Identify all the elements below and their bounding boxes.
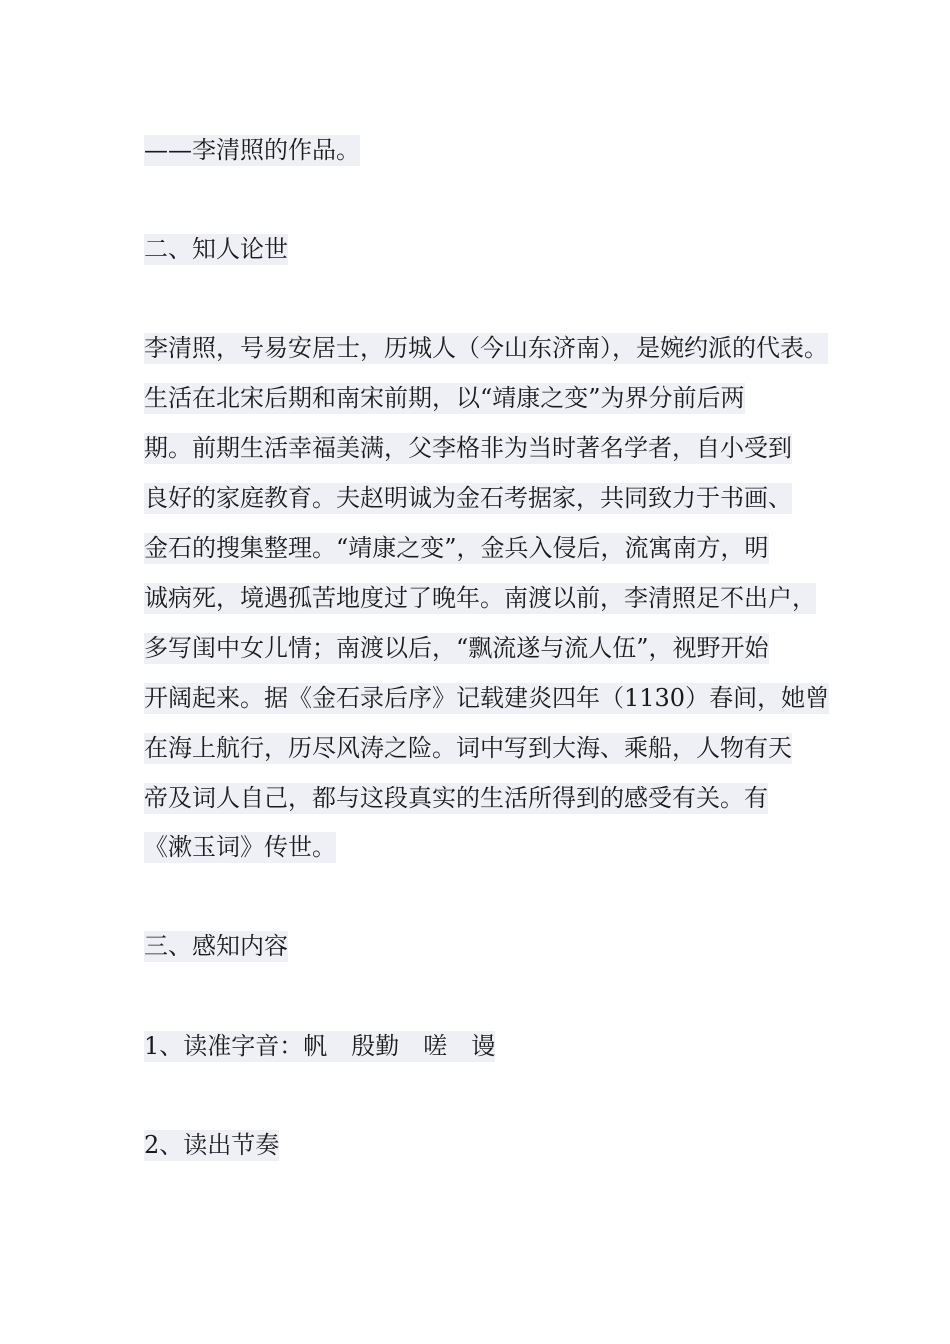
paragraph-line: 《漱玉词》传世。 — [144, 833, 336, 861]
item-rhythm: 2、读出节奏 — [144, 1131, 280, 1159]
paragraph-line: 生活在北宋后期和南宋前期，以“靖康之变”为界分前后两 — [144, 384, 745, 412]
intro-line: ——李清照的作品。 — [144, 136, 360, 164]
paragraph-line: 良好的家庭教育。夫赵明诚为金石考据家，共同致力于书画、 — [144, 484, 792, 512]
paragraph-line: 李清照，号易安居士，历城人（今山东济南），是婉约派的代表。 — [144, 334, 828, 362]
paragraph-line: 在海上航行，历尽风涛之险。词中写到大海、乘船，人物有天 — [144, 734, 792, 762]
paragraph-line: 金石的搜集整理。“靖康之变”，金兵入侵后，流寓南方，明 — [144, 534, 769, 562]
paragraph-line: 帝及词人自己，都与这段真实的生活所得到的感受有关。有 — [144, 784, 768, 812]
item-pronunciation: 1、读准字音：帆 殷勤 嗟 谩 — [144, 1032, 496, 1060]
section-heading-knowing-the-author: 二、知人论世 — [144, 235, 288, 263]
paragraph-line: 诚病死，境遇孤苦地度过了晚年。南渡以前，李清照足不出户， — [144, 584, 816, 612]
paragraph-line: 多写闺中女儿情；南渡以后，“飘流遂与流人伍”，视野开始 — [144, 634, 769, 662]
paragraph-line: 开阔起来。据《金石录后序》记载建炎四年（1130）春间，她曾 — [144, 684, 830, 712]
paragraph-line: 期。前期生活幸福美满，父李格非为当时著名学者，自小受到 — [144, 434, 792, 462]
section-heading-perceive-content: 三、感知内容 — [144, 932, 288, 960]
